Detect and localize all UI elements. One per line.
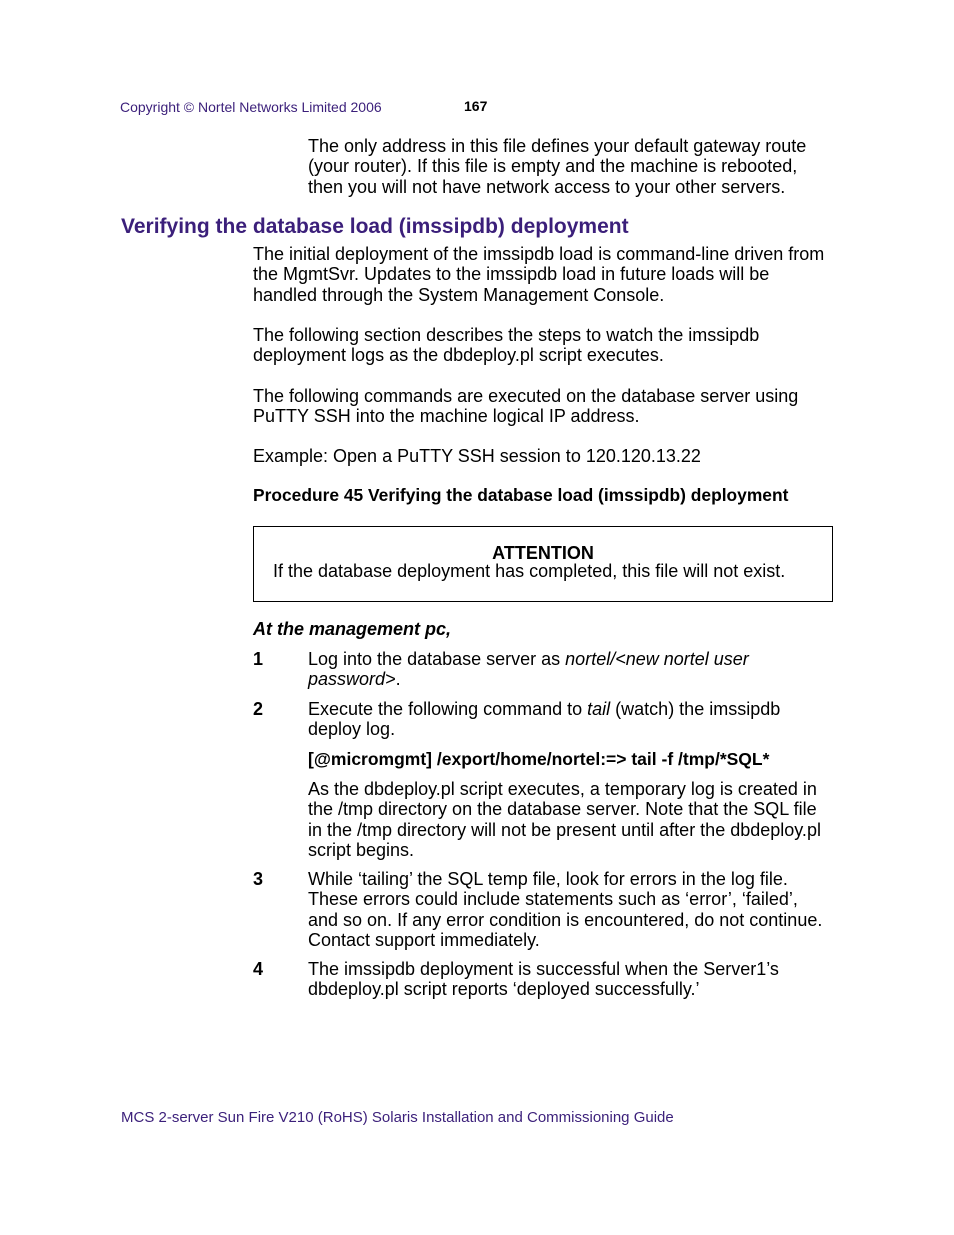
text-line: deploy log. [308,719,396,740]
text-fragment: . [395,669,401,690]
paragraph-commands [253,386,798,427]
footer-title: MCS 2-server Sun Fire V210 (RoHS) Solaris Installation and Commissioning Guide [121,1109,674,1126]
text-line: The following section describes the steps to watch the imssipdb [253,325,760,345]
italic-fragment: password> [308,669,396,690]
text-line [308,669,749,689]
step-1-text [308,649,749,690]
text-line: These errors could include statements such as ‘error’, ‘failed’, [308,889,798,910]
page-number: 167 [464,98,488,114]
text-line: (your router). If this file is empty and the machine is rebooted, [308,156,798,177]
step-number: 4 [253,959,264,979]
section-heading: Verifying the database load (imssipdb) deployment [121,215,629,238]
italic-fragment: tail [587,699,611,719]
text-line: As the dbdeploy.pl script executes, a temporary log is created in [308,779,817,799]
step-number: 1 [253,649,264,669]
text-line: The imssipdb deployment is successful when the Server1’s [308,959,779,979]
text-line: and so on. If any error condition is encountered, do not continue. [308,909,823,930]
step-4-text [308,959,779,1000]
command-line: [@micromgmt] /export/home/nortel:=> tail -f /tmp/*SQL* [308,749,770,769]
text-line: Example: Open a PuTTY SSH session to 120.120.13.22 [253,446,701,466]
copyright-notice: Copyright © Nortel Networks Limited 2006 [120,99,382,115]
attention-box [253,526,833,602]
paragraph-example [253,446,701,466]
intro-paragraph [308,136,806,197]
text-fragment: Execute the following command to [308,699,588,719]
italic-fragment: nortel/<new nortel user [565,649,749,669]
step-number: 3 [253,869,264,889]
text-fragment: (watch) the imssipdb [610,699,781,719]
steps-intro: At the management pc, [253,619,452,639]
step-number: 2 [253,699,264,719]
text-line [308,699,780,719]
attention-title: ATTENTION [492,543,594,563]
text-line: Contact support immediately. [308,929,540,950]
text-line: script begins. [308,839,415,860]
text-line [308,649,749,669]
text-line: PuTTY SSH into the machine logical IP address. [253,406,640,427]
step-2-text [308,699,780,740]
text-line: handled through the System Management Console. [253,284,665,305]
text-fragment: Log into the database server as [308,649,566,669]
paragraph-section-description [253,325,759,366]
text-line: the /tmp directory on the database server. Note that the SQL file [308,799,817,820]
text-line: then you will not have network access to your other servers. [308,176,786,197]
attention-text: If the database deployment has completed, this file will not exist. [273,561,786,581]
text-line: dbdeploy.pl script reports ‘deployed successfully.’ [308,979,700,1000]
text-line: in the /tmp directory will not be present until after the dbdeploy.pl [308,819,821,840]
text-line: The only address in this file defines your default gateway route [308,136,807,156]
step-2-note [308,779,821,860]
procedure-title: Procedure 45 Verifying the database load (imssipdb) deployment [253,485,789,505]
text-line: deployment logs as the dbdeploy.pl script executes. [253,345,664,366]
step-3-text [308,869,822,950]
text-line: The following commands are executed on the database server using [253,386,799,406]
text-line: The initial deployment of the imssipdb load is command-line driven from [253,244,825,264]
text-line: the MgmtSvr. Updates to the imssipdb load in future loads will be [253,264,770,285]
paragraph-initial-deployment [253,244,824,305]
text-line: While ‘tailing’ the SQL temp file, look for errors in the log file. [308,869,788,889]
